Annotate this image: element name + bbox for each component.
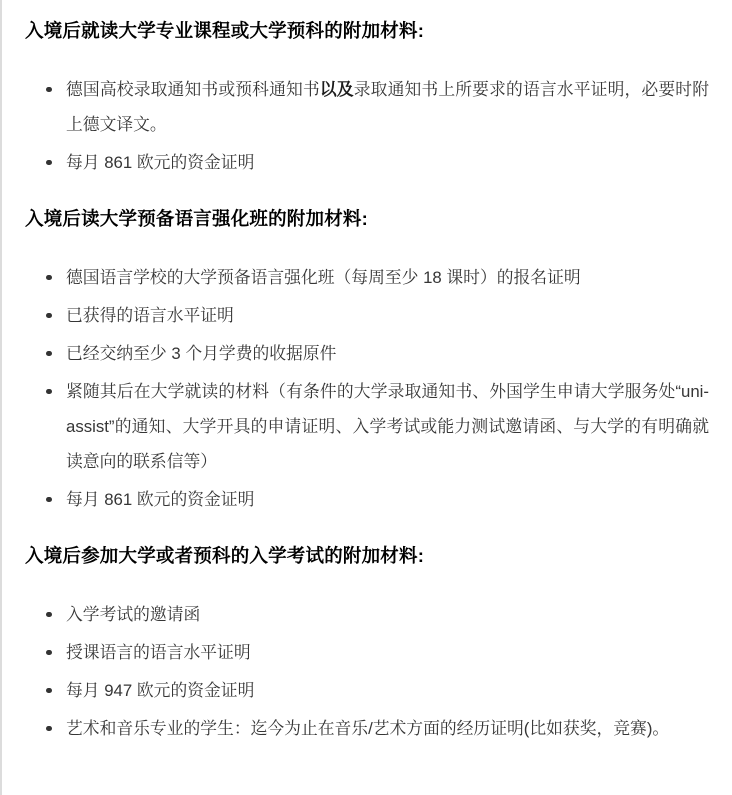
section-heading: 入境后就读大学专业课程或大学预科的附加材料:	[25, 20, 425, 41]
list-item	[66, 673, 709, 708]
list-item	[66, 72, 709, 142]
section-language-intensive-class	[25, 206, 709, 517]
bullet-icon	[46, 389, 52, 395]
bullet-icon	[46, 612, 52, 618]
section-university-course	[25, 18, 709, 180]
item-text: 每月 947 欧元的资金证明	[66, 681, 255, 700]
bullet-list	[25, 72, 709, 180]
section-heading: 入境后参加大学或者预科的入学考试的附加材料:	[25, 545, 425, 566]
item-text-segment-bold: 以及	[319, 80, 354, 99]
list-item	[66, 374, 709, 479]
item-text: 德国语言学校的大学预备语言强化班（每周至少 18 课时）的报名证明	[66, 268, 581, 287]
list-item	[66, 145, 709, 180]
item-text: 每月 861 欧元的资金证明	[66, 490, 255, 509]
bullet-list	[25, 597, 709, 746]
list-item	[66, 482, 709, 517]
item-text: 艺术和音乐专业的学生：迄今为止在音乐/艺术方面的经历证明(比如获奖，竞赛)。	[66, 719, 670, 738]
item-text: 已获得的语言水平证明	[66, 306, 234, 325]
list-item	[66, 635, 709, 670]
item-text: 授课语言的语言水平证明	[66, 643, 251, 662]
bullet-icon	[46, 275, 52, 281]
item-text: 紧随其后在大学就读的材料（有条件的大学录取通知书、外国学生申请大学服务处“uni-assist”的通知、大学开具的申请证明、入学考试或能力测试邀请函、与大学的有明确就读意向的联系信等）	[66, 382, 709, 471]
item-text: 每月 861 欧元的资金证明	[66, 153, 255, 172]
item-text: 已经交纳至少 3 个月学费的收据原件	[66, 344, 337, 363]
list-item	[66, 336, 709, 371]
bullet-list	[25, 260, 709, 517]
bullet-icon	[46, 497, 52, 503]
section-entrance-exam	[25, 543, 709, 746]
section-heading: 入境后读大学预备语言强化班的附加材料:	[25, 208, 368, 229]
bullet-icon	[46, 650, 52, 656]
bullet-icon	[46, 726, 52, 732]
item-text: 入学考试的邀请函	[66, 605, 201, 624]
item-text-segment: 录取通知书上所要求的语言水平证明，必要时附上德文译文。	[66, 80, 709, 134]
bullet-icon	[46, 351, 52, 357]
list-item	[66, 298, 709, 333]
bullet-icon	[46, 87, 52, 93]
list-item	[66, 711, 709, 746]
bullet-icon	[46, 313, 52, 319]
list-item	[66, 597, 709, 632]
bullet-icon	[46, 160, 52, 166]
bullet-icon	[46, 688, 52, 694]
list-item	[66, 260, 709, 295]
item-text-segment: 德国高校录取通知书或预科通知书	[66, 80, 320, 99]
page-edge-line	[0, 0, 2, 795]
